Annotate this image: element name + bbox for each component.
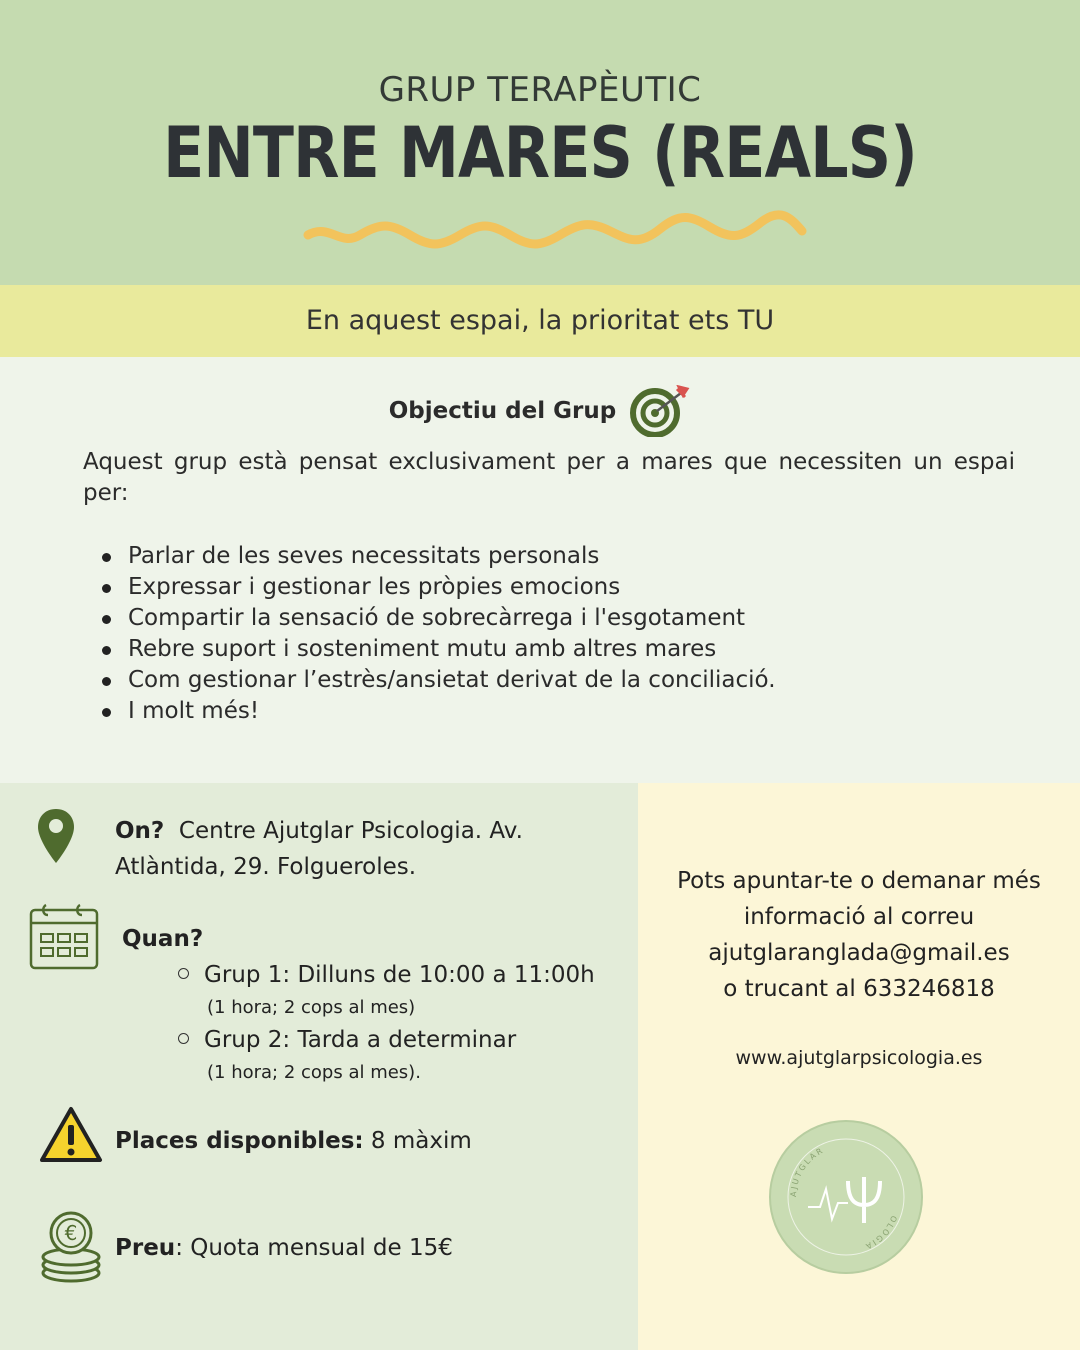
- when-label-text: Quan?: [122, 926, 204, 952]
- group1-note: (1 hora; 2 cops al mes): [207, 997, 416, 1018]
- places-value: 8 màxim: [370, 1128, 472, 1154]
- contact-phone[interactable]: o trucant al 633246818: [723, 976, 995, 1002]
- objective-title-row: [0, 385, 1080, 437]
- group1-name: Grup 1: Dilluns de 10:00 a 11:00h: [204, 962, 595, 988]
- places-label: Places disponibles:: [115, 1128, 364, 1154]
- contact-line1: Pots apuntar-te o demanar més: [677, 868, 1041, 894]
- list-item: I molt més!: [100, 696, 776, 727]
- logo-arc-bottom: OLOGIA: [862, 1214, 899, 1252]
- group2-name: Grup 2: Tarda a determinar: [204, 1027, 517, 1053]
- target-icon: [629, 385, 691, 437]
- header: [0, 0, 1080, 285]
- where-line2: Atlàntida, 29. Folgueroles.: [115, 854, 417, 880]
- tagline-band: [0, 285, 1080, 357]
- tagline: En aquest espai, la prioritat ets TU: [305, 305, 775, 336]
- header-subtitle: GRUP TERAPÈUTIC: [378, 70, 702, 110]
- objective-list: [100, 541, 776, 727]
- when-label: [122, 921, 203, 957]
- list-item: Compartir la sensació de sobrecàrrega i l'esgotament: [100, 603, 776, 634]
- warning-icon: [38, 1105, 104, 1165]
- squiggle-decoration: [300, 205, 810, 255]
- price-text: [115, 1230, 453, 1266]
- details-panel: [0, 783, 638, 1350]
- objective-section: [0, 357, 1080, 783]
- price-value: : Quota mensual de 15€: [175, 1235, 453, 1261]
- contact-text: [638, 863, 1080, 1007]
- objective-intro: Aquest grup està pensat exclusivament per a mares que necessiten un espai per:: [83, 449, 1015, 506]
- price-label: Preu: [115, 1235, 176, 1261]
- list-item: Rebre suport i sosteniment mutu amb altres mares: [100, 634, 776, 665]
- places-text: [115, 1123, 472, 1159]
- circle-bullet: [178, 968, 189, 979]
- website-link[interactable]: www.ajutglarpsicologia.es: [735, 1047, 983, 1069]
- contact-panel: [638, 783, 1080, 1350]
- calendar-icon: [28, 901, 100, 971]
- circle-bullet: [178, 1033, 189, 1044]
- group2-note: (1 hora; 2 cops al mes).: [207, 1062, 421, 1083]
- list-item: Com gestionar l’estrès/ansietat derivat de la conciliació.: [100, 665, 776, 696]
- where-label: On?: [115, 818, 165, 844]
- list-item: Parlar de les seves necessitats personals: [100, 541, 776, 572]
- psychology-logo: [768, 1119, 924, 1275]
- objective-title: Objectiu del Grup: [388, 398, 617, 424]
- logo-arc-top: AJUTGLAR: [788, 1145, 826, 1198]
- contact-email[interactable]: ajutglaranglada@gmail.es: [708, 940, 1010, 966]
- list-item: Expressar i gestionar les pròpies emocions: [100, 572, 776, 603]
- location-pin-icon: [36, 807, 76, 865]
- contact-line2: informació al correu: [743, 904, 975, 930]
- where-line1: Centre Ajutglar Psicologia. Av.: [178, 818, 523, 844]
- coins-icon: [38, 1211, 104, 1283]
- header-title: ENTRE MARES (REALS): [163, 112, 917, 194]
- svg-text:€: €: [64, 1221, 78, 1245]
- where-text: [115, 813, 615, 885]
